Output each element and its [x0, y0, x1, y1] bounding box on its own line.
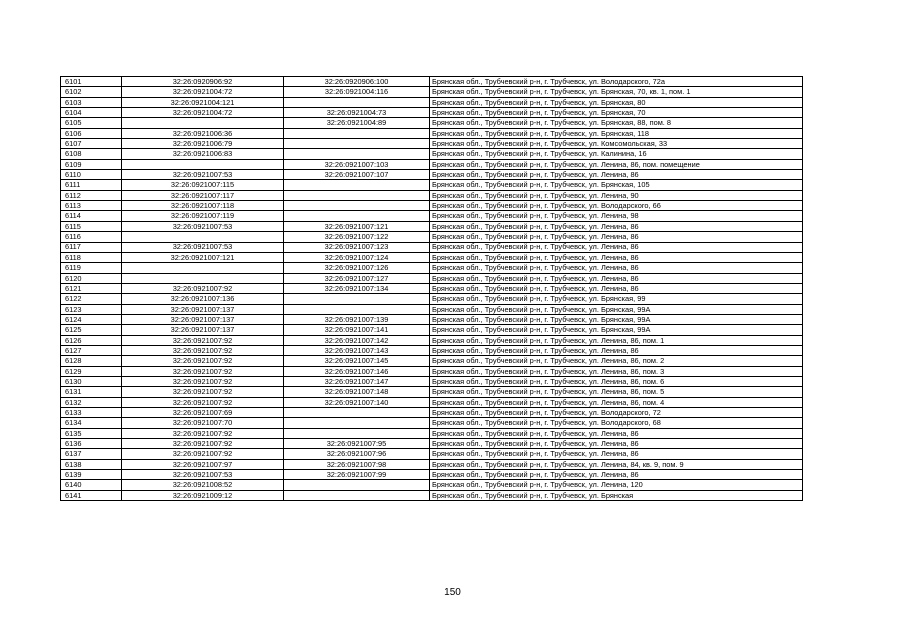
address-cell: Брянская обл., Трубчевский р-н, г. Трубчевск, ул. Ленина, 86: [430, 470, 803, 480]
table-row: [61, 449, 803, 459]
table-row: [61, 314, 803, 324]
table-row: [61, 376, 803, 386]
cadastral-number-cell: 32:26:0921007:69: [122, 408, 284, 418]
row-number-cell: 6121: [61, 283, 122, 293]
table-row: [61, 263, 803, 273]
table-row: [61, 242, 803, 252]
table-row: [61, 170, 803, 180]
address-cell: Брянская обл., Трубчевский р-н, г. Трубчевск, ул. Ленина, 86: [430, 221, 803, 231]
cadastral-number-cell: 32:26:0921009:12: [122, 490, 284, 500]
table-row: [61, 190, 803, 200]
related-cadastral-number-cell: 32:26:0920906:100: [284, 77, 430, 87]
cadastral-number-cell: 32:26:0921007:53: [122, 221, 284, 231]
row-number-cell: 6130: [61, 376, 122, 386]
address-cell: Брянская обл., Трубчевский р-н, г. Трубчевск, ул. Ленина, 86: [430, 252, 803, 262]
related-cadastral-number-cell: [284, 408, 430, 418]
cadastral-number-cell: [122, 118, 284, 128]
table-row: [61, 159, 803, 169]
table-row: [61, 97, 803, 107]
row-number-cell: 6118: [61, 252, 122, 262]
cadastral-number-cell: 32:26:0921007:92: [122, 376, 284, 386]
cadastral-number-cell: 32:26:0921007:92: [122, 335, 284, 345]
cadastral-number-cell: 32:26:0921007:117: [122, 190, 284, 200]
cadastral-number-cell: 32:26:0921007:92: [122, 356, 284, 366]
table-row: [61, 232, 803, 242]
row-number-cell: 6133: [61, 408, 122, 418]
related-cadastral-number-cell: 32:26:0921007:98: [284, 459, 430, 469]
row-number-cell: 6102: [61, 87, 122, 97]
related-cadastral-number-cell: 32:26:0921007:148: [284, 387, 430, 397]
related-cadastral-number-cell: 32:26:0921007:147: [284, 376, 430, 386]
cadastral-number-cell: 32:26:0921007:121: [122, 252, 284, 262]
cadastral-number-cell: 32:26:0921007:92: [122, 449, 284, 459]
cadastral-number-cell: 32:26:0921007:92: [122, 387, 284, 397]
row-number-cell: 6126: [61, 335, 122, 345]
address-cell: Брянская обл., Трубчевский р-н, г. Трубчевск, ул. Ленина, 86: [430, 232, 803, 242]
related-cadastral-number-cell: [284, 128, 430, 138]
related-cadastral-number-cell: 32:26:0921007:96: [284, 449, 430, 459]
address-cell: Брянская обл., Трубчевский р-н, г. Трубчевск, ул. Ленина, 86, пом. помещение: [430, 159, 803, 169]
cadastral-number-cell: 32:26:0921007:92: [122, 439, 284, 449]
address-cell: Брянская обл., Трубчевский р-н, г. Трубчевск, ул. Брянская, 80: [430, 97, 803, 107]
table-row: [61, 459, 803, 469]
table-row: [61, 294, 803, 304]
cadastral-number-cell: 32:26:0921007:137: [122, 325, 284, 335]
related-cadastral-number-cell: 32:26:0921007:124: [284, 252, 430, 262]
row-number-cell: 6129: [61, 366, 122, 376]
row-number-cell: 6104: [61, 108, 122, 118]
row-number-cell: 6139: [61, 470, 122, 480]
table-row: [61, 283, 803, 293]
related-cadastral-number-cell: [284, 428, 430, 438]
cadastral-number-cell: 32:26:0921004:72: [122, 87, 284, 97]
table-row: [61, 470, 803, 480]
row-number-cell: 6131: [61, 387, 122, 397]
row-number-cell: 6106: [61, 128, 122, 138]
row-number-cell: 6135: [61, 428, 122, 438]
table-row: [61, 273, 803, 283]
related-cadastral-number-cell: 32:26:0921007:123: [284, 242, 430, 252]
address-cell: Брянская обл., Трубчевский р-н, г. Трубчевск, ул. Володарского, 68: [430, 418, 803, 428]
cadastral-number-cell: 32:26:0921007:53: [122, 170, 284, 180]
table-row: [61, 180, 803, 190]
address-cell: Брянская обл., Трубчевский р-н, г. Трубчевск, ул. Брянская, 70: [430, 108, 803, 118]
related-cadastral-number-cell: 32:26:0921007:139: [284, 314, 430, 324]
table-row: [61, 418, 803, 428]
table-row: [61, 356, 803, 366]
table-row: [61, 211, 803, 221]
related-cadastral-number-cell: 32:26:0921004:73: [284, 108, 430, 118]
related-cadastral-number-cell: 32:26:0921007:134: [284, 283, 430, 293]
address-cell: Брянская обл., Трубчевский р-н, г. Трубчевск, ул. Володарского, 72а: [430, 77, 803, 87]
address-cell: Брянская обл., Трубчевский р-н, г. Трубчевск, ул. Ленина, 120: [430, 480, 803, 490]
row-number-cell: 6122: [61, 294, 122, 304]
table-row: [61, 77, 803, 87]
cadastral-number-cell: 32:26:0921008:52: [122, 480, 284, 490]
related-cadastral-number-cell: 32:26:0921007:140: [284, 397, 430, 407]
row-number-cell: 6109: [61, 159, 122, 169]
address-cell: Брянская обл., Трубчевский р-н, г. Трубчевск, ул. Ленина, 86, пом. 2: [430, 356, 803, 366]
related-cadastral-number-cell: 32:26:0921007:99: [284, 470, 430, 480]
cadastral-number-cell: [122, 263, 284, 273]
related-cadastral-number-cell: 32:26:0921007:142: [284, 335, 430, 345]
row-number-cell: 6128: [61, 356, 122, 366]
table-row: [61, 139, 803, 149]
related-cadastral-number-cell: 32:26:0921004:89: [284, 118, 430, 128]
cadastral-number-cell: [122, 159, 284, 169]
cadastral-number-cell: 32:26:0921007:137: [122, 304, 284, 314]
row-number-cell: 6107: [61, 139, 122, 149]
row-number-cell: 6127: [61, 345, 122, 355]
address-cell: Брянская обл., Трубчевский р-н, г. Трубчевск, ул. Ленина, 86: [430, 428, 803, 438]
cadastral-number-cell: 32:26:0921007:119: [122, 211, 284, 221]
address-cell: Брянская обл., Трубчевский р-н, г. Трубчевск, ул. Брянская, 118: [430, 128, 803, 138]
address-cell: Брянская обл., Трубчевский р-н, г. Трубчевск, ул. Ленина, 86, пом. 4: [430, 397, 803, 407]
table-body: [61, 77, 803, 501]
row-number-cell: 6119: [61, 263, 122, 273]
row-number-cell: 6108: [61, 149, 122, 159]
related-cadastral-number-cell: [284, 139, 430, 149]
related-cadastral-number-cell: [284, 201, 430, 211]
related-cadastral-number-cell: 32:26:0921007:126: [284, 263, 430, 273]
table-row: [61, 480, 803, 490]
table-row: [61, 304, 803, 314]
related-cadastral-number-cell: 32:26:0921007:107: [284, 170, 430, 180]
table-row: [61, 408, 803, 418]
table-row: [61, 128, 803, 138]
row-number-cell: 6117: [61, 242, 122, 252]
table-row: [61, 201, 803, 211]
cadastral-number-cell: 32:26:0921004:72: [122, 108, 284, 118]
address-cell: Брянская обл., Трубчевский р-н, г. Трубчевск, ул. Брянская, 99: [430, 294, 803, 304]
cadastral-number-cell: 32:26:0921004:121: [122, 97, 284, 107]
address-cell: Брянская обл., Трубчевский р-н, г. Трубчевск, ул. Ленина, 86: [430, 273, 803, 283]
page-number: 150: [444, 587, 461, 598]
table-row: [61, 387, 803, 397]
row-number-cell: 6111: [61, 180, 122, 190]
table-row: [61, 366, 803, 376]
related-cadastral-number-cell: 32:26:0921007:145: [284, 356, 430, 366]
row-number-cell: 6124: [61, 314, 122, 324]
address-cell: Брянская обл., Трубчевский р-н, г. Трубчевск, ул. Ленина, 86, пом. 5: [430, 387, 803, 397]
cadastral-number-cell: 32:26:0921007:92: [122, 397, 284, 407]
address-cell: Брянская обл., Трубчевский р-н, г. Трубчевск, ул. Ленина, 86: [430, 345, 803, 355]
address-cell: Брянская обл., Трубчевский р-н, г. Трубчевск, ул. Брянская, 105: [430, 180, 803, 190]
address-cell: Брянская обл., Трубчевский р-н, г. Трубчевск, ул. Ленина, 86: [430, 170, 803, 180]
address-cell: Брянская обл., Трубчевский р-н, г. Трубчевск, ул. Ленина, 98: [430, 211, 803, 221]
row-number-cell: 6136: [61, 439, 122, 449]
related-cadastral-number-cell: [284, 294, 430, 304]
table-row: [61, 87, 803, 97]
cadastral-number-cell: 32:26:0921007:118: [122, 201, 284, 211]
address-cell: Брянская обл., Трубчевский р-н, г. Трубчевск, ул. Ленина, 86: [430, 283, 803, 293]
related-cadastral-number-cell: 32:26:0921007:143: [284, 345, 430, 355]
row-number-cell: 6112: [61, 190, 122, 200]
row-number-cell: 6105: [61, 118, 122, 128]
row-number-cell: 6103: [61, 97, 122, 107]
related-cadastral-number-cell: 32:26:0921007:141: [284, 325, 430, 335]
row-number-cell: 6138: [61, 459, 122, 469]
related-cadastral-number-cell: [284, 97, 430, 107]
cadastral-number-cell: 32:26:0921007:92: [122, 345, 284, 355]
related-cadastral-number-cell: 32:26:0921007:95: [284, 439, 430, 449]
cadastral-number-cell: 32:26:0921006:36: [122, 128, 284, 138]
cadastral-number-cell: 32:26:0921007:53: [122, 242, 284, 252]
row-number-cell: 6115: [61, 221, 122, 231]
related-cadastral-number-cell: [284, 490, 430, 500]
table-row: [61, 221, 803, 231]
table-row: [61, 335, 803, 345]
address-cell: Брянская обл., Трубчевский р-н, г. Трубчевск, ул. Ленина, 86, пом. 3: [430, 366, 803, 376]
table-row: [61, 108, 803, 118]
related-cadastral-number-cell: [284, 418, 430, 428]
cadastral-number-cell: 32:26:0921007:70: [122, 418, 284, 428]
row-number-cell: 6123: [61, 304, 122, 314]
table-row: [61, 490, 803, 500]
cadastral-number-cell: 32:26:0921006:79: [122, 139, 284, 149]
table-row: [61, 397, 803, 407]
table-row: [61, 439, 803, 449]
cadastral-number-cell: 32:26:0920906:92: [122, 77, 284, 87]
cadastral-number-cell: 32:26:0921007:136: [122, 294, 284, 304]
row-number-cell: 6120: [61, 273, 122, 283]
row-number-cell: 6110: [61, 170, 122, 180]
table-row: [61, 118, 803, 128]
table-row: [61, 345, 803, 355]
row-number-cell: 6125: [61, 325, 122, 335]
address-cell: Брянская обл., Трубчевский р-н, г. Трубчевск, ул. Ленина, 86, пом. 6: [430, 376, 803, 386]
related-cadastral-number-cell: 32:26:0921007:127: [284, 273, 430, 283]
address-cell: Брянская обл., Трубчевский р-н, г. Трубчевск, ул. Брянская, 99А: [430, 304, 803, 314]
row-number-cell: 6101: [61, 77, 122, 87]
related-cadastral-number-cell: 32:26:0921007:103: [284, 159, 430, 169]
cadastral-number-cell: 32:26:0921007:92: [122, 428, 284, 438]
cadastral-number-cell: 32:26:0921007:137: [122, 314, 284, 324]
address-cell: Брянская обл., Трубчевский р-н, г. Трубчевск, ул. Ленина, 90: [430, 190, 803, 200]
related-cadastral-number-cell: [284, 480, 430, 490]
address-cell: Брянская обл., Трубчевский р-н, г. Трубчевск, ул. Калинина, 16: [430, 149, 803, 159]
cadastral-number-cell: 32:26:0921007:97: [122, 459, 284, 469]
address-cell: Брянская обл., Трубчевский р-н, г. Трубчевск, ул. Ленина, 86: [430, 439, 803, 449]
cadastral-number-cell: 32:26:0921007:115: [122, 180, 284, 190]
address-cell: Брянская обл., Трубчевский р-н, г. Трубчевск, ул. Комсомольская, 33: [430, 139, 803, 149]
address-cell: Брянская обл., Трубчевский р-н, г. Трубчевск, ул. Ленина, 84, кв. 9, пом. 9: [430, 459, 803, 469]
cadastral-table: [60, 76, 803, 501]
related-cadastral-number-cell: [284, 149, 430, 159]
related-cadastral-number-cell: [284, 304, 430, 314]
related-cadastral-number-cell: 32:26:0921007:121: [284, 221, 430, 231]
related-cadastral-number-cell: [284, 190, 430, 200]
row-number-cell: 6137: [61, 449, 122, 459]
row-number-cell: 6134: [61, 418, 122, 428]
cadastral-number-cell: [122, 273, 284, 283]
cadastral-number-cell: 32:26:0921006:83: [122, 149, 284, 159]
row-number-cell: 6141: [61, 490, 122, 500]
address-cell: Брянская обл., Трубчевский р-н, г. Трубчевск, ул. Володарского, 66: [430, 201, 803, 211]
address-cell: Брянская обл., Трубчевский р-н, г. Трубчевск, ул. Брянская, 99А: [430, 314, 803, 324]
row-number-cell: 6113: [61, 201, 122, 211]
related-cadastral-number-cell: [284, 211, 430, 221]
related-cadastral-number-cell: 32:26:0921007:146: [284, 366, 430, 376]
row-number-cell: 6116: [61, 232, 122, 242]
address-cell: Брянская обл., Трубчевский р-н, г. Трубчевск, ул. Брянская, 88, пом. 8: [430, 118, 803, 128]
address-cell: Брянская обл., Трубчевский р-н, г. Трубчевск, ул. Брянская: [430, 490, 803, 500]
address-cell: Брянская обл., Трубчевский р-н, г. Трубчевск, ул. Володарского, 72: [430, 408, 803, 418]
address-cell: Брянская обл., Трубчевский р-н, г. Трубчевск, ул. Ленина, 86: [430, 263, 803, 273]
table-row: [61, 252, 803, 262]
related-cadastral-number-cell: [284, 180, 430, 190]
address-cell: Брянская обл., Трубчевский р-н, г. Трубчевск, ул. Брянская, 99А: [430, 325, 803, 335]
address-cell: Брянская обл., Трубчевский р-н, г. Трубчевск, ул. Ленина, 86: [430, 449, 803, 459]
table-row: [61, 428, 803, 438]
address-cell: Брянская обл., Трубчевский р-н, г. Трубчевск, ул. Ленина, 86, пом. 1: [430, 335, 803, 345]
related-cadastral-number-cell: 32:26:0921004:116: [284, 87, 430, 97]
related-cadastral-number-cell: 32:26:0921007:122: [284, 232, 430, 242]
cadastral-number-cell: 32:26:0921007:53: [122, 470, 284, 480]
row-number-cell: 6140: [61, 480, 122, 490]
cadastral-number-cell: [122, 232, 284, 242]
address-cell: Брянская обл., Трубчевский р-н, г. Трубчевск, ул. Ленина, 86: [430, 242, 803, 252]
row-number-cell: 6132: [61, 397, 122, 407]
table-row: [61, 325, 803, 335]
cadastral-number-cell: 32:26:0921007:92: [122, 366, 284, 376]
address-cell: Брянская обл., Трубчевский р-н, г. Трубчевск, ул. Брянская, 70, кв. 1, пом. 1: [430, 87, 803, 97]
table-row: [61, 149, 803, 159]
cadastral-number-cell: 32:26:0921007:92: [122, 283, 284, 293]
row-number-cell: 6114: [61, 211, 122, 221]
